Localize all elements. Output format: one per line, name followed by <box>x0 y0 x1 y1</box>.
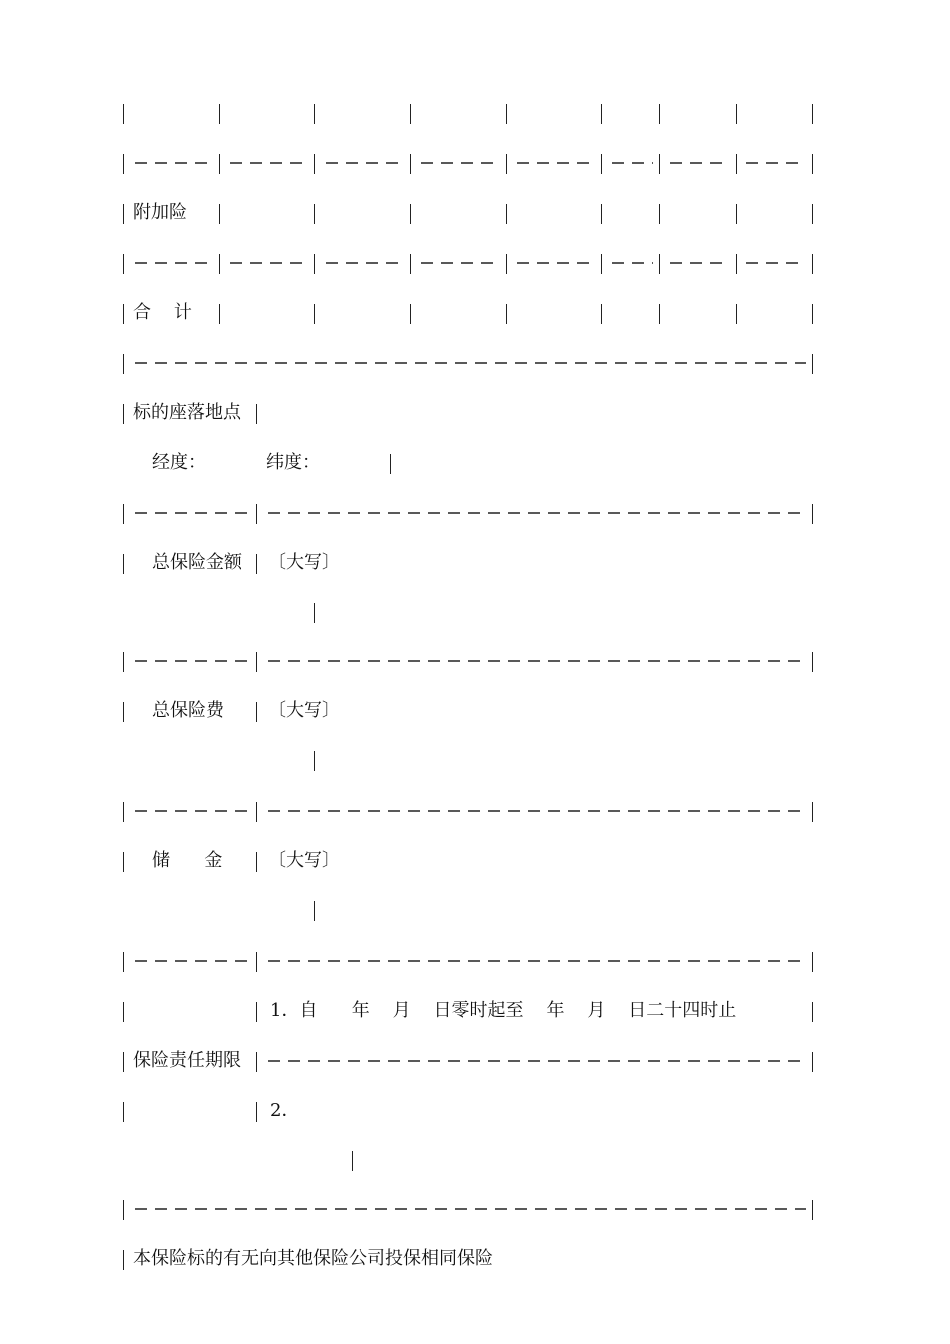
row-label: 合 计 <box>133 302 192 323</box>
cell-border <box>123 204 124 224</box>
cell-border <box>314 603 315 623</box>
dash-line <box>123 1196 818 1226</box>
cell-border <box>812 802 813 822</box>
cell-border <box>812 304 813 324</box>
cell-border <box>812 204 813 224</box>
cell-border <box>812 1052 813 1072</box>
dash-line <box>123 250 818 280</box>
period-label: 保险责任期限 <box>133 1050 241 1071</box>
capital-letters-hint: 〔大写〕 <box>268 700 340 721</box>
longitude-label: 经度： <box>152 452 206 473</box>
cell-border <box>812 1002 813 1022</box>
total-insured-label: 总保险金额 <box>152 552 242 573</box>
cell-border <box>659 254 660 274</box>
cell-border <box>219 154 220 174</box>
cell-border <box>256 554 257 574</box>
cell-border <box>256 652 257 672</box>
cell-border <box>352 1151 353 1171</box>
cell-border <box>256 802 257 822</box>
cell-border <box>256 1102 257 1122</box>
cell-border <box>123 852 124 872</box>
cell-border <box>659 104 660 124</box>
dash-line <box>123 948 818 978</box>
cell-border <box>736 254 737 274</box>
cell-border <box>390 454 391 474</box>
capital-letters-hint: 〔大写〕 <box>268 552 340 573</box>
cell-border <box>256 1002 257 1022</box>
cell-border <box>736 304 737 324</box>
cell-border <box>812 1200 813 1220</box>
latitude-label: 纬度： <box>266 452 320 473</box>
dash-line <box>123 500 818 530</box>
row-label: 附加险 <box>133 202 187 223</box>
capital-letters-hint: 〔大写〕 <box>268 850 340 871</box>
cell-border <box>314 751 315 771</box>
cell-border <box>601 104 602 124</box>
cell-border <box>219 204 220 224</box>
cell-border <box>812 254 813 274</box>
deposit-label: 储 金 <box>152 850 223 871</box>
total-premium-label: 总保险费 <box>152 700 224 721</box>
period-line-2: 2． <box>270 1100 300 1121</box>
cell-border <box>506 304 507 324</box>
cell-border <box>256 702 257 722</box>
cell-border <box>736 154 737 174</box>
dash-line <box>123 150 818 180</box>
cell-border <box>314 204 315 224</box>
location-label: 标的座落地点 <box>133 402 241 423</box>
cell-border <box>659 154 660 174</box>
cell-border <box>601 254 602 274</box>
cell-border <box>659 304 660 324</box>
cell-border <box>256 952 257 972</box>
cell-border <box>123 104 124 124</box>
cell-border <box>219 304 220 324</box>
cell-border <box>410 204 411 224</box>
cell-border <box>256 504 257 524</box>
cell-border <box>812 652 813 672</box>
dash-line <box>256 1048 818 1078</box>
cell-border <box>812 952 813 972</box>
cell-border <box>256 852 257 872</box>
cell-border <box>736 104 737 124</box>
cell-border <box>314 901 315 921</box>
cell-border <box>506 104 507 124</box>
cell-border <box>659 204 660 224</box>
cell-border <box>812 354 813 374</box>
cell-border <box>314 254 315 274</box>
cell-border <box>123 404 124 424</box>
dash-line <box>123 798 818 828</box>
cell-border <box>123 554 124 574</box>
cell-border <box>256 404 257 424</box>
cell-border <box>219 254 220 274</box>
cell-border <box>410 254 411 274</box>
cell-border <box>123 1250 124 1270</box>
cell-border <box>812 154 813 174</box>
cell-border <box>410 104 411 124</box>
cell-border <box>314 104 315 124</box>
cell-border <box>123 702 124 722</box>
cell-border <box>601 304 602 324</box>
cell-border <box>812 504 813 524</box>
cell-border <box>123 1002 124 1022</box>
cell-border <box>123 304 124 324</box>
other-insurance-label: 本保险标的有无向其他保险公司投保相同保险 <box>133 1248 493 1269</box>
dash-line <box>123 648 818 678</box>
cell-border <box>410 304 411 324</box>
cell-border <box>601 154 602 174</box>
cell-border <box>601 204 602 224</box>
period-line-1: 1．自 年 月 日零时起至 年 月 日二十四时止 <box>270 1000 737 1021</box>
cell-border <box>812 104 813 124</box>
cell-border <box>410 154 411 174</box>
cell-border <box>314 154 315 174</box>
dash-line <box>123 350 818 380</box>
cell-border <box>506 154 507 174</box>
cell-border <box>506 204 507 224</box>
cell-border <box>123 1102 124 1122</box>
cell-border <box>123 1052 124 1072</box>
cell-border <box>219 104 220 124</box>
cell-border <box>736 204 737 224</box>
cell-border <box>506 254 507 274</box>
cell-border <box>314 304 315 324</box>
